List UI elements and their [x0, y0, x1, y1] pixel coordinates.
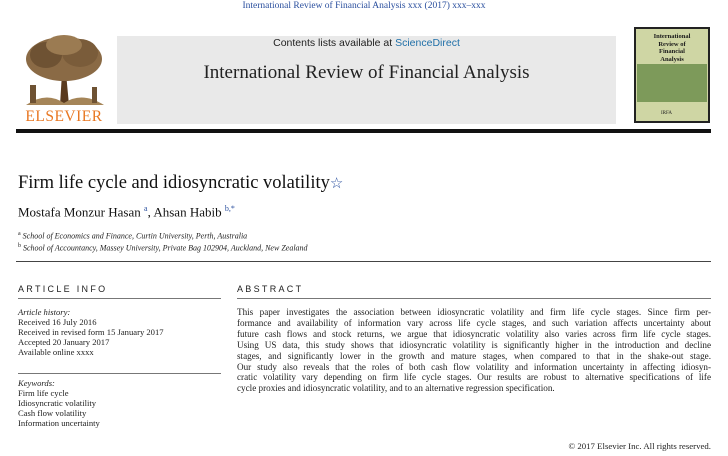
affiliation [18, 243, 308, 253]
cover-title-line: Financial [658, 48, 685, 55]
article-info-rule [18, 298, 221, 299]
keyword: Firm life cycle [18, 388, 69, 398]
affiliation-mark: b [18, 243, 21, 249]
sciencedirect-link[interactable]: ScienceDirect [395, 37, 460, 49]
keyword: Idiosyncratic volatility [18, 398, 97, 408]
abstract-rule [237, 298, 711, 299]
contents-prefix: Contents lists available at [273, 37, 396, 49]
affiliation-mark: a [18, 231, 21, 237]
author-name[interactable]: Mostafa Monzur Hasan [18, 204, 141, 220]
affiliation-text: School of Economics and Finance, Curtin University, Perth, Australia [22, 231, 248, 241]
title-footnote-star-icon[interactable]: ☆ [329, 176, 344, 192]
history-entry: Available online xxxx [18, 347, 94, 357]
contents-line [117, 37, 616, 49]
cover-title-line: International [653, 33, 691, 40]
copyright-notice: © 2017 Elsevier Inc. All rights reserved. [568, 441, 711, 451]
cover-title-line: Review of [658, 40, 686, 48]
front-matter-divider [16, 261, 711, 262]
article-title [18, 173, 343, 194]
history-label: Article history: [18, 307, 71, 317]
cover-code: IRFA [661, 111, 673, 116]
keyword: Information uncertainty [18, 418, 100, 428]
abstract-heading: ABSTRACT [237, 284, 304, 294]
cover-title-line: Analysis [660, 55, 684, 63]
abstract-text [237, 307, 711, 394]
keywords-label: Keywords: [18, 378, 55, 388]
author-name[interactable]: Ahsan Habib [153, 204, 222, 220]
article-history [18, 307, 223, 357]
history-entry: Accepted 20 January 2017 [18, 337, 110, 347]
elsevier-wordmark: ELSEVIER [25, 108, 103, 125]
keyword: Cash flow volatility [18, 408, 87, 418]
abstract-line: cratic volatility vary depending on firm life cycle stages. Our results are robust to alternative specifications of life [237, 372, 711, 383]
journal-reference-link[interactable]: International Review of Financial Analysis xxx (2017) xxx–xxx [242, 1, 486, 11]
history-entry: Received 16 July 2016 [18, 317, 97, 327]
author-affiliation-mark[interactable]: b,* [224, 204, 235, 213]
journal-title[interactable]: International Review of Financial Analysis [203, 62, 530, 83]
article-title-text: Firm life cycle and idiosyncratic volatility [18, 173, 330, 193]
cover-title [637, 33, 707, 63]
abstract-line: formance and availability of information vary across life cycle stages, and such variation affects uncertainty about [237, 317, 711, 328]
abstract-line: Our study also reveals that the roles of both cash flow volatility and information uncertainty in affecting idiosyn- [237, 361, 711, 372]
cover-artwork [637, 64, 707, 102]
article-info-heading: ARTICLE INFO [18, 284, 108, 294]
author-affiliation-mark[interactable]: a [144, 204, 148, 213]
abstract-line-last: cycle proxies and idiosyncratic volatility, and to an alternative regression specification. [237, 383, 555, 394]
author-separator: , [147, 204, 154, 220]
abstract-line: future cash flows and stock returns, we argue that idiosyncratic volatility also varies across firm life cycle stages. [237, 328, 711, 339]
history-entry: Received in revised form 15 January 2017 [18, 327, 164, 337]
abstract-line: Using US data, this study shows that idiosyncratic volatility is significantly higher in the introduction and decline [237, 339, 711, 350]
keywords-block [18, 378, 223, 428]
affiliation [18, 231, 247, 241]
author-list [18, 204, 235, 220]
affiliation-text: School of Accountancy, Massey University, Private Bag 102904, Auckland, New Zealand [23, 243, 308, 253]
abstract-line: stages, and significantly lower in the growth and mature stages, when compared to that in the shake-out stage. [237, 350, 711, 361]
keywords-rule [18, 373, 221, 374]
header-divider [16, 129, 711, 133]
abstract-line: This paper investigates the association between idiosyncratic volatility and firm life cycle stages. Since firm per- [237, 307, 711, 317]
